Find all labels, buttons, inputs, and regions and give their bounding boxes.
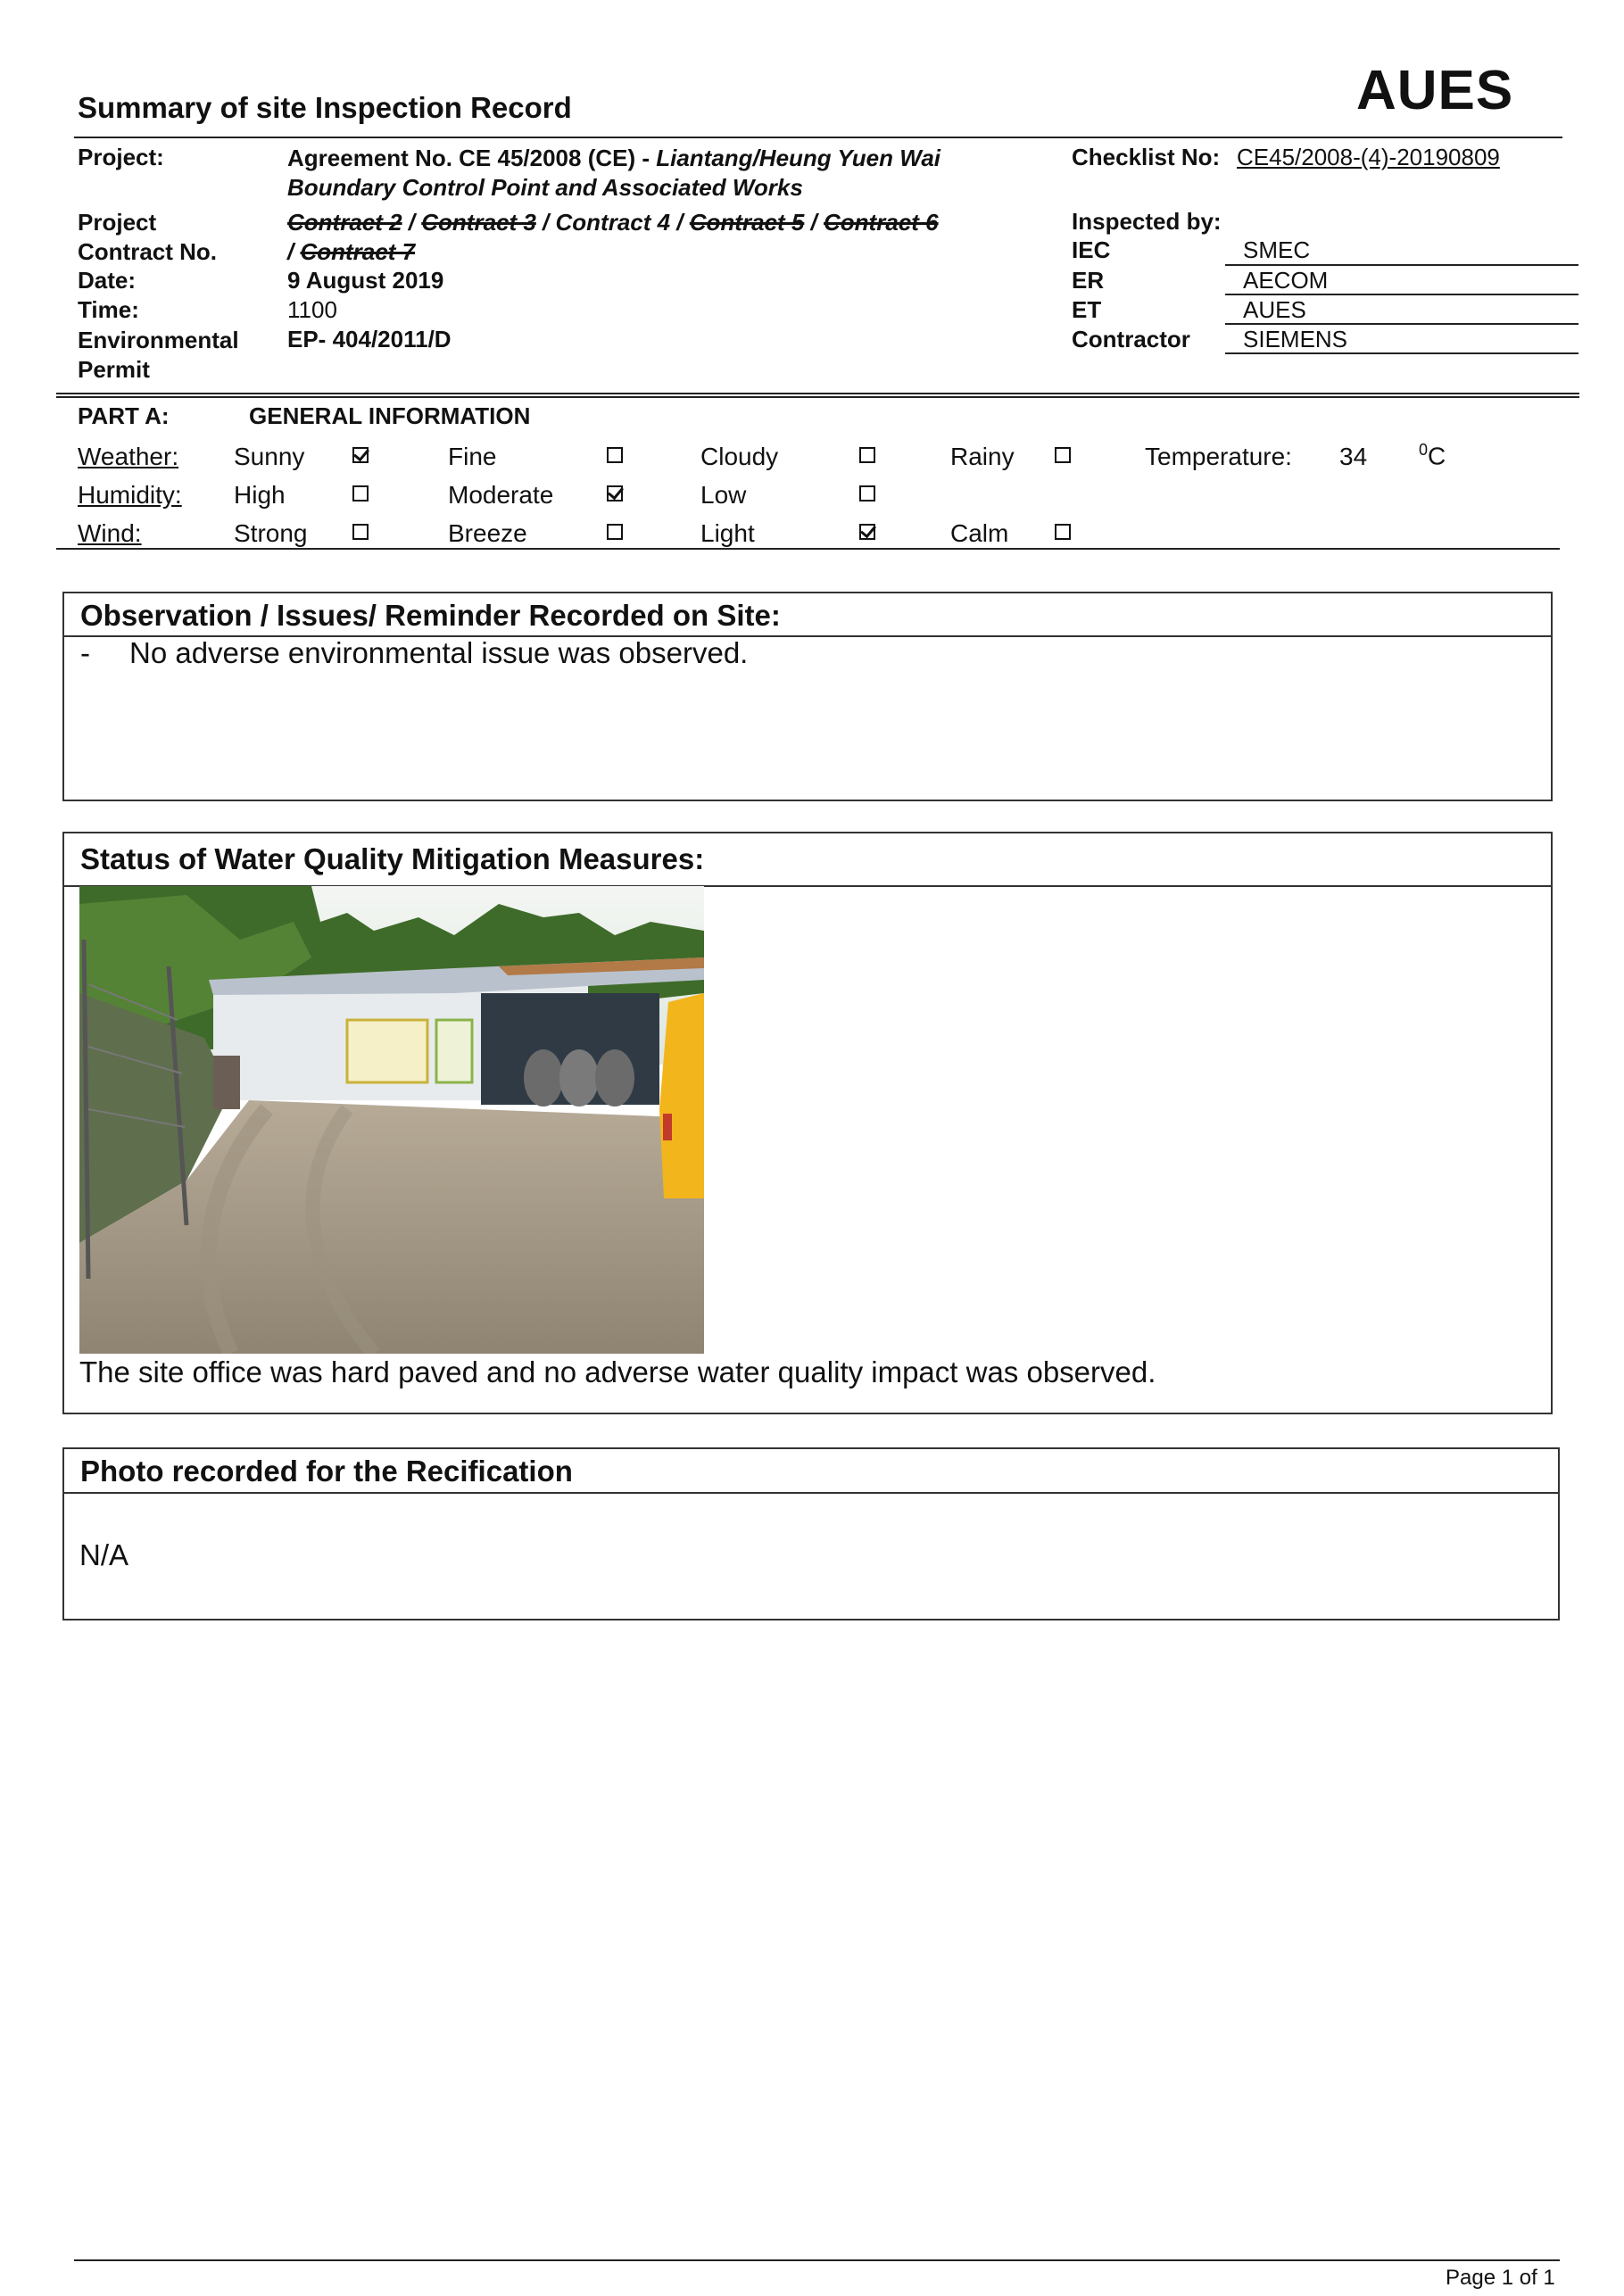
wind-option-strong: Strong xyxy=(234,519,308,547)
weather-option-sunny: Sunny xyxy=(234,443,305,470)
temperature-unit xyxy=(1419,441,1446,470)
er-label: ER xyxy=(1072,267,1105,294)
permit-label-line2: Permit xyxy=(78,356,150,383)
observation-item: No adverse environmental issue was observed. xyxy=(129,636,749,669)
contract-label-line1: Project xyxy=(78,209,157,236)
section-divider-top xyxy=(56,393,1579,394)
celsius-symbol: C xyxy=(1428,442,1446,470)
wind-label: Wind: xyxy=(78,519,142,547)
checkbox-fine[interactable] xyxy=(607,447,623,463)
temperature-value: 34 xyxy=(1339,443,1368,470)
date-value: 9 August 2019 xyxy=(287,267,444,294)
checkbox-sunny[interactable] xyxy=(352,447,369,463)
checkbox-strong[interactable] xyxy=(352,524,369,540)
checklist-number: CE45/2008-(4)-20190809 xyxy=(1237,144,1500,170)
water-quality-box xyxy=(62,832,1553,1414)
humidity-option-low: Low xyxy=(700,481,747,509)
project-name-line1: Liantang/Heung Yuen Wai xyxy=(656,145,941,171)
contract-separator: / xyxy=(402,209,422,236)
checkbox-moderate[interactable] xyxy=(607,485,623,501)
header-divider xyxy=(74,137,1562,138)
inspected-by-label: Inspected by: xyxy=(1072,208,1222,235)
contract-3: Contract 3 xyxy=(421,209,536,236)
checklist-label: Checklist No: xyxy=(1072,144,1221,170)
et-value: AUES xyxy=(1243,296,1306,323)
contract-label xyxy=(78,208,217,267)
permit-label-line1: Environmental xyxy=(78,327,239,353)
contract-separator: / xyxy=(535,209,556,236)
permit-label xyxy=(78,326,239,385)
observation-box xyxy=(62,592,1553,801)
checkbox-light[interactable] xyxy=(859,524,875,540)
weather-option-rainy: Rainy xyxy=(950,443,1015,470)
humidity-option-high: High xyxy=(234,481,286,509)
iec-line xyxy=(1225,264,1578,266)
weather-label: Weather: xyxy=(78,443,179,470)
rectification-value: N/A xyxy=(79,1538,129,1571)
checkbox-cloudy[interactable] xyxy=(859,447,875,463)
permit-value: EP- 404/2011/D xyxy=(287,326,452,352)
checkbox-breeze[interactable] xyxy=(607,524,623,540)
checkbox-high[interactable] xyxy=(352,485,369,501)
wind-option-breeze: Breeze xyxy=(448,519,527,547)
degree-superscript: 0 xyxy=(1419,441,1429,459)
contract-label-line2: Contract No. xyxy=(78,238,217,265)
contract-separator: / xyxy=(670,209,690,236)
et-line xyxy=(1225,323,1578,325)
iec-label: IEC xyxy=(1072,236,1111,263)
wind-option-light: Light xyxy=(700,519,755,547)
iec-value: SMEC xyxy=(1243,236,1311,263)
photo-bin xyxy=(213,1056,240,1109)
checkbox-calm[interactable] xyxy=(1055,524,1071,540)
contractor-line xyxy=(1225,352,1578,354)
photo-cable-drum xyxy=(559,1049,599,1107)
weather-option-cloudy: Cloudy xyxy=(700,443,779,470)
observation-header xyxy=(64,593,1551,637)
site-office-photo xyxy=(79,886,704,1354)
et-label: ET xyxy=(1072,296,1102,323)
contract-separator: / xyxy=(287,238,301,265)
project-name-line2: Boundary Control Point and Associated Works xyxy=(287,174,803,201)
water-quality-title: Status of Water Quality Mitigation Measures: xyxy=(80,842,705,875)
contract-4: Contract 4 xyxy=(555,209,671,236)
er-value: AECOM xyxy=(1243,267,1329,294)
contractor-value: SIEMENS xyxy=(1243,326,1348,352)
humidity-option-moderate: Moderate xyxy=(448,481,554,509)
contract-list xyxy=(287,208,939,267)
rectification-title: Photo recorded for the Recification xyxy=(80,1455,573,1488)
contract-separator: / xyxy=(804,209,824,236)
contractor-label: Contractor xyxy=(1072,326,1190,352)
agreement-number: Agreement No. CE 45/2008 (CE) - xyxy=(287,145,657,171)
photo-cable-drum xyxy=(595,1049,634,1107)
er-line xyxy=(1225,294,1578,295)
checkbox-rainy[interactable] xyxy=(1055,447,1071,463)
section-divider-bottom xyxy=(56,396,1579,398)
time-value: 1100 xyxy=(287,296,337,323)
footer-divider xyxy=(74,2259,1560,2261)
rectification-header xyxy=(64,1449,1558,1494)
photo-noticeboard xyxy=(436,1020,472,1082)
rectification-box xyxy=(62,1447,1560,1620)
contract-2: Contract 2 xyxy=(287,209,402,236)
observation-bullet: - xyxy=(80,636,90,669)
weather-option-fine: Fine xyxy=(448,443,497,470)
checkbox-low[interactable] xyxy=(859,485,875,501)
observation-title: Observation / Issues/ Reminder Recorded on Site: xyxy=(80,599,781,632)
humidity-label: Humidity: xyxy=(78,481,182,509)
photo-noticeboard xyxy=(347,1020,427,1082)
wind-option-calm: Calm xyxy=(950,519,1009,547)
water-quality-header xyxy=(64,833,1551,887)
project-label: Project: xyxy=(78,144,164,170)
contract-6: Contract 6 xyxy=(824,209,939,236)
project-description xyxy=(287,144,1090,203)
time-label: Time: xyxy=(78,296,139,323)
water-quality-caption: The site office was hard paved and no adverse water quality impact was observed. xyxy=(79,1355,1156,1388)
part-a-label: PART A: xyxy=(78,402,170,429)
contract-5: Contract 5 xyxy=(689,209,805,236)
contract-7: Contract 7 xyxy=(300,238,416,265)
part-a-title: GENERAL INFORMATION xyxy=(249,402,531,429)
page-number: Page 1 of 1 xyxy=(1446,2266,1555,2290)
photo-cable-drum xyxy=(524,1049,563,1107)
photo-van-lamp xyxy=(663,1114,672,1140)
part-a-divider xyxy=(56,548,1560,550)
date-label: Date: xyxy=(78,267,137,294)
temperature-label: Temperature: xyxy=(1145,443,1292,470)
document-title: Summary of site Inspection Record xyxy=(78,91,572,124)
brand-logo-text: AUES xyxy=(1356,60,1514,121)
